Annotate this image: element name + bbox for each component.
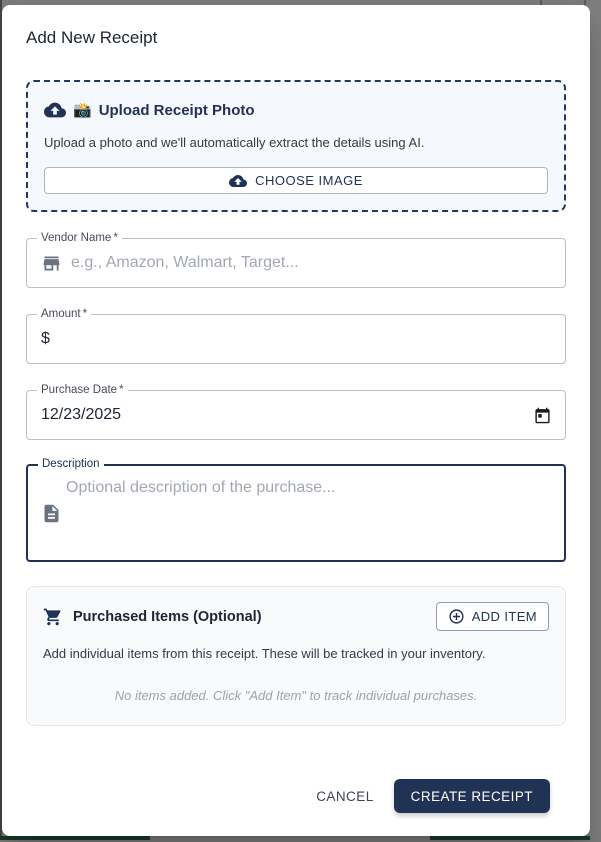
description-label [38, 458, 104, 470]
background-green-bar [430, 836, 590, 840]
description-label-text: Description [42, 458, 100, 470]
upload-heading: Upload Receipt Photo [98, 101, 255, 119]
calendar-icon[interactable] [534, 407, 551, 424]
cloud-upload-icon [229, 172, 247, 190]
purchase-date-input[interactable]: 12/23/2025 [41, 406, 122, 423]
required-asterisk: * [82, 308, 88, 320]
choose-image-button[interactable] [44, 167, 548, 194]
vendor-name-label-text: Vendor Name [41, 232, 112, 244]
required-asterisk: * [119, 384, 124, 396]
upload-description: Upload a photo and we'll automatically extract the details using AI. [44, 135, 425, 150]
amount-label-text: Amount [41, 308, 81, 320]
description-input[interactable] [42, 478, 550, 550]
add-item-label: ADD ITEM [471, 609, 537, 624]
amount-input[interactable] [58, 330, 551, 348]
add-receipt-dialog [2, 5, 590, 836]
amount-field [26, 308, 566, 364]
camera-emoji: 📸 [73, 102, 92, 119]
required-asterisk: * [113, 232, 118, 244]
background-right-strip [590, 0, 601, 842]
amount-label [37, 308, 91, 320]
purchase-date-label-text: Purchase Date [41, 384, 118, 396]
description-field [26, 458, 566, 562]
purchase-date-field [26, 384, 566, 440]
empty-items-message: No items added. Click "Add Item" to track individual purchases. [114, 688, 478, 703]
purchased-items-heading: Purchased Items (Optional) [73, 608, 262, 625]
currency-prefix: $ [41, 330, 50, 347]
vendor-name-field [26, 232, 566, 288]
purchase-date-label [37, 384, 128, 396]
purchased-items-header [43, 602, 549, 631]
choose-image-label: CHOOSE IMAGE [255, 173, 363, 188]
cancel-button[interactable]: CANCEL [304, 781, 385, 812]
purchased-items-description: Add individual items from this receipt. These will be tracked in your inventory. [43, 646, 486, 661]
create-receipt-button[interactable]: CREATE RECEIPT [394, 779, 550, 813]
upload-header [44, 99, 548, 121]
dialog-actions [26, 726, 566, 813]
page-title: Add New Receipt [26, 28, 158, 47]
vendor-name-input[interactable] [71, 254, 551, 272]
background-bottom-strip [0, 836, 601, 842]
cloud-upload-icon [44, 99, 66, 121]
dialog-body [2, 80, 590, 813]
upload-dropzone[interactable] [26, 80, 566, 212]
document-icon [41, 503, 62, 524]
add-circle-icon [448, 608, 465, 625]
add-item-button[interactable] [436, 602, 549, 631]
background-divider [584, 0, 586, 5]
background-green-bar [0, 836, 150, 840]
purchased-items-section [26, 586, 566, 726]
shopping-cart-icon [43, 607, 63, 627]
storefront-icon [41, 253, 62, 274]
vendor-name-label [37, 232, 122, 244]
